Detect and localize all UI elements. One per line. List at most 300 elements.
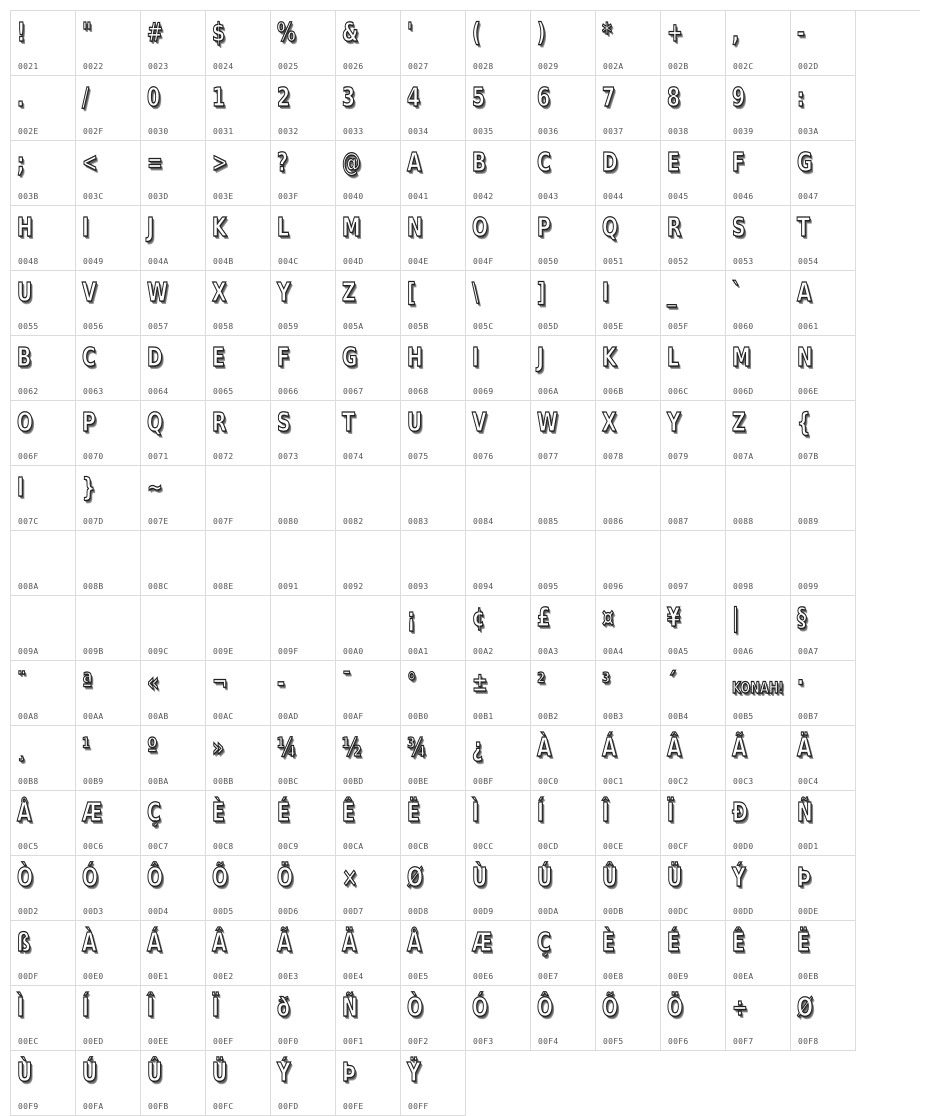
glyph-code-label: 004B bbox=[213, 257, 234, 266]
glyph-cell[interactable] bbox=[11, 661, 76, 726]
glyph-cell[interactable] bbox=[401, 856, 466, 921]
glyph-cell[interactable] bbox=[141, 596, 206, 661]
glyph-cell[interactable] bbox=[336, 206, 401, 271]
glyph-cell[interactable] bbox=[531, 661, 596, 726]
glyph-preview: £ bbox=[537, 603, 551, 633]
glyph-cell[interactable] bbox=[466, 336, 531, 401]
glyph-cell[interactable] bbox=[336, 401, 401, 466]
glyph-cell[interactable] bbox=[271, 856, 336, 921]
glyph-code-label: 0050 bbox=[538, 257, 559, 266]
glyph-cell[interactable] bbox=[206, 401, 271, 466]
glyph-cell[interactable] bbox=[401, 11, 466, 76]
glyph-preview: E bbox=[667, 148, 680, 178]
glyph-cell[interactable] bbox=[11, 401, 76, 466]
glyph-cell[interactable] bbox=[596, 596, 661, 661]
glyph-cell[interactable] bbox=[141, 726, 206, 791]
glyph-cell[interactable] bbox=[466, 596, 531, 661]
glyph-cell[interactable] bbox=[141, 11, 206, 76]
glyph-preview: ? bbox=[277, 148, 288, 178]
glyph-cell[interactable] bbox=[726, 206, 791, 271]
glyph-preview: ) bbox=[537, 18, 546, 48]
glyph-preview: | bbox=[732, 603, 739, 633]
glyph-code-label: 0045 bbox=[668, 192, 689, 201]
glyph-code-label: 0093 bbox=[408, 582, 429, 591]
glyph-cell[interactable] bbox=[336, 1051, 401, 1116]
glyph-preview: \ bbox=[472, 278, 479, 308]
glyph-code-label: 005A bbox=[343, 322, 364, 331]
glyph-cell[interactable] bbox=[466, 791, 531, 856]
glyph-cell[interactable] bbox=[76, 661, 141, 726]
glyph-cell[interactable] bbox=[11, 921, 76, 986]
glyph-code-label: 0084 bbox=[473, 517, 494, 526]
glyph-cell[interactable] bbox=[206, 856, 271, 921]
glyph-cell[interactable] bbox=[726, 661, 791, 726]
glyph-cell[interactable] bbox=[726, 531, 791, 596]
glyph-cell[interactable] bbox=[726, 596, 791, 661]
glyph-cell[interactable] bbox=[596, 76, 661, 141]
glyph-cell[interactable] bbox=[271, 141, 336, 206]
glyph-cell[interactable] bbox=[791, 76, 856, 141]
glyph-code-label: 0051 bbox=[603, 257, 624, 266]
glyph-cell[interactable] bbox=[791, 921, 856, 986]
glyph-cell[interactable] bbox=[11, 336, 76, 401]
glyph-cell[interactable] bbox=[11, 986, 76, 1051]
glyph-cell[interactable] bbox=[661, 466, 726, 531]
glyph-cell[interactable] bbox=[76, 76, 141, 141]
glyph-preview: P bbox=[537, 213, 551, 243]
glyph-cell[interactable] bbox=[466, 856, 531, 921]
glyph-cell[interactable] bbox=[271, 596, 336, 661]
glyph-cell[interactable] bbox=[206, 466, 271, 531]
glyph-cell[interactable] bbox=[336, 661, 401, 726]
glyph-cell[interactable] bbox=[531, 986, 596, 1051]
glyph-cell[interactable] bbox=[271, 466, 336, 531]
glyph-preview: ¤ bbox=[602, 603, 614, 633]
glyph-cell[interactable] bbox=[206, 986, 271, 1051]
glyph-code-label: 0085 bbox=[538, 517, 559, 526]
glyph-preview: È bbox=[602, 928, 615, 958]
glyph-cell[interactable] bbox=[791, 791, 856, 856]
glyph-code-label: 00C0 bbox=[538, 777, 559, 786]
glyph-cell[interactable] bbox=[661, 791, 726, 856]
glyph-cell[interactable] bbox=[401, 76, 466, 141]
glyph-code-label: 007F bbox=[213, 517, 234, 526]
glyph-code-label: 005E bbox=[603, 322, 624, 331]
glyph-cell[interactable] bbox=[531, 921, 596, 986]
glyph-cell[interactable] bbox=[726, 791, 791, 856]
glyph-preview: } bbox=[82, 473, 96, 503]
glyph-cell[interactable] bbox=[141, 661, 206, 726]
glyph-cell[interactable] bbox=[401, 986, 466, 1051]
glyph-cell[interactable] bbox=[401, 661, 466, 726]
glyph-code-label: 0047 bbox=[798, 192, 819, 201]
glyph-preview: X bbox=[602, 408, 617, 438]
glyph-code-label: 00DA bbox=[538, 907, 559, 916]
glyph-code-label: 0067 bbox=[343, 387, 364, 396]
glyph-cell[interactable] bbox=[401, 791, 466, 856]
glyph-code-label: 007A bbox=[733, 452, 754, 461]
glyph-preview: ´ bbox=[667, 668, 677, 698]
glyph-cell[interactable] bbox=[141, 206, 206, 271]
glyph-cell[interactable] bbox=[596, 206, 661, 271]
glyph-cell[interactable] bbox=[661, 661, 726, 726]
glyph-cell[interactable] bbox=[791, 271, 856, 336]
glyph-cell[interactable] bbox=[76, 921, 141, 986]
glyph-cell[interactable] bbox=[401, 596, 466, 661]
glyph-cell[interactable] bbox=[661, 921, 726, 986]
glyph-cell[interactable] bbox=[336, 856, 401, 921]
glyph-cell[interactable] bbox=[726, 466, 791, 531]
glyph-code-label: 00B0 bbox=[408, 712, 429, 721]
glyph-cell[interactable] bbox=[401, 336, 466, 401]
glyph-cell[interactable] bbox=[336, 11, 401, 76]
glyph-cell[interactable] bbox=[76, 986, 141, 1051]
glyph-cell[interactable] bbox=[141, 76, 206, 141]
glyph-cell[interactable] bbox=[596, 466, 661, 531]
glyph-cell[interactable] bbox=[11, 531, 76, 596]
glyph-cell[interactable] bbox=[661, 11, 726, 76]
glyph-cell[interactable] bbox=[531, 76, 596, 141]
glyph-cell[interactable] bbox=[141, 466, 206, 531]
glyph-cell[interactable] bbox=[11, 206, 76, 271]
glyph-code-label: 00A5 bbox=[668, 647, 689, 656]
glyph-cell[interactable] bbox=[206, 271, 271, 336]
glyph-cell[interactable] bbox=[726, 986, 791, 1051]
glyph-code-label: 0053 bbox=[733, 257, 754, 266]
glyph-cell[interactable] bbox=[596, 921, 661, 986]
glyph-cell[interactable] bbox=[466, 271, 531, 336]
glyph-cell[interactable] bbox=[596, 856, 661, 921]
glyph-cell[interactable] bbox=[336, 141, 401, 206]
glyph-cell[interactable] bbox=[271, 336, 336, 401]
glyph-cell[interactable] bbox=[401, 401, 466, 466]
glyph-code-label: 00FF bbox=[408, 1102, 429, 1111]
glyph-cell[interactable] bbox=[791, 401, 856, 466]
glyph-code-label: 00EC bbox=[18, 1037, 39, 1046]
glyph-cell[interactable] bbox=[141, 1051, 206, 1116]
glyph-preview: Y bbox=[667, 408, 681, 438]
glyph-cell[interactable] bbox=[206, 531, 271, 596]
glyph-cell[interactable] bbox=[11, 466, 76, 531]
glyph-code-label: 00CF bbox=[668, 842, 689, 851]
glyph-cell[interactable] bbox=[466, 466, 531, 531]
glyph-code-label: 005D bbox=[538, 322, 559, 331]
glyph-cell[interactable] bbox=[206, 726, 271, 791]
glyph-cell[interactable] bbox=[791, 596, 856, 661]
glyph-cell[interactable] bbox=[531, 531, 596, 596]
glyph-cell[interactable] bbox=[271, 531, 336, 596]
glyph-cell[interactable] bbox=[791, 141, 856, 206]
glyph-cell[interactable] bbox=[11, 1051, 76, 1116]
glyph-cell[interactable] bbox=[76, 726, 141, 791]
glyph-preview: Û bbox=[147, 1058, 163, 1088]
glyph-cell[interactable] bbox=[401, 206, 466, 271]
glyph-code-label: 00B2 bbox=[538, 712, 559, 721]
glyph-code-label: 00A6 bbox=[733, 647, 754, 656]
glyph-cell[interactable] bbox=[726, 856, 791, 921]
glyph-preview: Í bbox=[82, 993, 89, 1023]
glyph-cell[interactable] bbox=[141, 986, 206, 1051]
glyph-preview: ! bbox=[17, 18, 26, 48]
glyph-cell[interactable] bbox=[11, 726, 76, 791]
glyph-cell[interactable] bbox=[466, 986, 531, 1051]
glyph-code-label: 00ED bbox=[83, 1037, 104, 1046]
glyph-cell[interactable] bbox=[661, 271, 726, 336]
glyph-cell[interactable] bbox=[726, 11, 791, 76]
glyph-cell[interactable] bbox=[271, 921, 336, 986]
glyph-cell[interactable] bbox=[336, 271, 401, 336]
glyph-preview: ¼ bbox=[277, 733, 297, 763]
glyph-cell[interactable] bbox=[726, 76, 791, 141]
glyph-cell[interactable] bbox=[76, 206, 141, 271]
glyph-cell[interactable] bbox=[271, 726, 336, 791]
glyph-cell[interactable] bbox=[531, 206, 596, 271]
glyph-cell[interactable] bbox=[141, 921, 206, 986]
glyph-cell[interactable] bbox=[531, 856, 596, 921]
glyph-cell[interactable] bbox=[791, 336, 856, 401]
glyph-cell[interactable] bbox=[336, 76, 401, 141]
glyph-cell[interactable] bbox=[596, 531, 661, 596]
glyph-cell[interactable] bbox=[401, 466, 466, 531]
glyph-code-label: 0029 bbox=[538, 62, 559, 71]
glyph-cell[interactable] bbox=[206, 921, 271, 986]
glyph-preview: Î bbox=[147, 993, 154, 1023]
glyph-cell[interactable] bbox=[401, 921, 466, 986]
glyph-preview: S bbox=[732, 213, 746, 243]
glyph-preview: E bbox=[212, 343, 225, 373]
glyph-cell[interactable] bbox=[401, 141, 466, 206]
glyph-cell[interactable] bbox=[76, 336, 141, 401]
glyph-cell[interactable] bbox=[531, 401, 596, 466]
glyph-cell[interactable] bbox=[336, 596, 401, 661]
glyph-preview: Å bbox=[407, 928, 422, 958]
glyph-preview: J bbox=[537, 343, 544, 373]
glyph-preview: % bbox=[277, 18, 296, 48]
glyph-cell[interactable] bbox=[141, 401, 206, 466]
glyph-cell[interactable] bbox=[336, 336, 401, 401]
glyph-cell[interactable] bbox=[76, 141, 141, 206]
glyph-cell[interactable] bbox=[76, 401, 141, 466]
glyph-preview: F bbox=[732, 148, 745, 178]
glyph-cell[interactable] bbox=[531, 336, 596, 401]
glyph-cell[interactable] bbox=[76, 271, 141, 336]
glyph-cell[interactable] bbox=[206, 141, 271, 206]
glyph-code-label: 00E9 bbox=[668, 972, 689, 981]
glyph-cell[interactable] bbox=[401, 271, 466, 336]
glyph-cell[interactable] bbox=[726, 336, 791, 401]
glyph-cell[interactable] bbox=[791, 986, 856, 1051]
glyph-preview: Ä bbox=[342, 928, 357, 958]
glyph-cell[interactable] bbox=[661, 726, 726, 791]
glyph-cell[interactable] bbox=[76, 531, 141, 596]
glyph-code-label: 0044 bbox=[603, 192, 624, 201]
glyph-cell[interactable] bbox=[76, 1051, 141, 1116]
glyph-cell[interactable] bbox=[271, 986, 336, 1051]
glyph-cell[interactable] bbox=[141, 856, 206, 921]
glyph-cell[interactable] bbox=[206, 76, 271, 141]
glyph-cell[interactable] bbox=[11, 11, 76, 76]
glyph-cell[interactable] bbox=[206, 791, 271, 856]
glyph-preview: # bbox=[147, 18, 163, 48]
glyph-cell[interactable] bbox=[11, 791, 76, 856]
glyph-code-label: 006D bbox=[733, 387, 754, 396]
glyph-cell[interactable] bbox=[791, 206, 856, 271]
glyph-cell[interactable] bbox=[726, 921, 791, 986]
glyph-cell[interactable] bbox=[596, 141, 661, 206]
glyph-cell[interactable] bbox=[531, 791, 596, 856]
glyph-cell[interactable] bbox=[791, 11, 856, 76]
glyph-cell[interactable] bbox=[206, 661, 271, 726]
glyph-code-label: 00B8 bbox=[18, 777, 39, 786]
glyph-cell[interactable] bbox=[11, 76, 76, 141]
glyph-cell[interactable] bbox=[271, 661, 336, 726]
glyph-cell[interactable] bbox=[791, 856, 856, 921]
glyph-cell[interactable] bbox=[271, 271, 336, 336]
glyph-cell[interactable] bbox=[11, 856, 76, 921]
glyph-cell[interactable] bbox=[206, 206, 271, 271]
glyph-cell[interactable] bbox=[661, 531, 726, 596]
glyph-cell[interactable] bbox=[11, 141, 76, 206]
glyph-code-label: 00AA bbox=[83, 712, 104, 721]
glyph-cell[interactable] bbox=[466, 531, 531, 596]
glyph-code-label: 00EF bbox=[213, 1037, 234, 1046]
glyph-cell[interactable] bbox=[336, 531, 401, 596]
glyph-cell[interactable] bbox=[531, 141, 596, 206]
glyph-cell[interactable] bbox=[661, 206, 726, 271]
glyph-cell[interactable] bbox=[661, 76, 726, 141]
glyph-cell[interactable] bbox=[271, 206, 336, 271]
glyph-cell[interactable] bbox=[531, 271, 596, 336]
glyph-cell[interactable] bbox=[76, 11, 141, 76]
glyph-cell[interactable] bbox=[271, 791, 336, 856]
glyph-cell[interactable] bbox=[661, 141, 726, 206]
glyph-cell[interactable] bbox=[726, 141, 791, 206]
glyph-cell[interactable] bbox=[141, 791, 206, 856]
glyph-code-label: 009A bbox=[18, 647, 39, 656]
glyph-code-label: 00BF bbox=[473, 777, 494, 786]
glyph-preview: Ó bbox=[472, 993, 488, 1023]
glyph-cell[interactable] bbox=[791, 466, 856, 531]
glyph-cell[interactable] bbox=[596, 986, 661, 1051]
glyph-cell[interactable] bbox=[206, 596, 271, 661]
glyph-cell[interactable] bbox=[596, 791, 661, 856]
glyph-code-label: 00C6 bbox=[83, 842, 104, 851]
glyph-preview: ¾ bbox=[407, 733, 427, 763]
glyph-cell[interactable] bbox=[531, 726, 596, 791]
glyph-cell[interactable] bbox=[271, 11, 336, 76]
glyph-cell[interactable] bbox=[466, 726, 531, 791]
glyph-cell[interactable] bbox=[141, 141, 206, 206]
glyph-code-label: 00C8 bbox=[213, 842, 234, 851]
glyph-preview: Ã bbox=[732, 733, 747, 763]
glyph-code-label: 0034 bbox=[408, 127, 429, 136]
glyph-cell[interactable] bbox=[466, 206, 531, 271]
glyph-preview: É bbox=[667, 928, 680, 958]
glyph-cell[interactable] bbox=[791, 726, 856, 791]
glyph-cell[interactable] bbox=[661, 401, 726, 466]
glyph-cell[interactable] bbox=[531, 11, 596, 76]
glyph-cell[interactable] bbox=[791, 661, 856, 726]
glyph-cell[interactable] bbox=[661, 596, 726, 661]
glyph-cell[interactable] bbox=[11, 271, 76, 336]
glyph-cell[interactable] bbox=[596, 661, 661, 726]
glyph-preview: Ò bbox=[17, 863, 33, 893]
glyph-cell[interactable] bbox=[401, 1051, 466, 1116]
glyph-cell[interactable] bbox=[336, 986, 401, 1051]
glyph-cell[interactable] bbox=[531, 466, 596, 531]
glyph-code-label: 009F bbox=[278, 647, 299, 656]
glyph-cell[interactable] bbox=[271, 401, 336, 466]
glyph-cell[interactable] bbox=[76, 596, 141, 661]
glyph-cell[interactable] bbox=[596, 336, 661, 401]
glyph-code-label: 0068 bbox=[408, 387, 429, 396]
glyph-cell[interactable] bbox=[271, 1051, 336, 1116]
glyph-cell[interactable] bbox=[336, 726, 401, 791]
glyph-preview: ¸ bbox=[17, 733, 27, 763]
glyph-cell[interactable] bbox=[206, 336, 271, 401]
glyph-cell[interactable] bbox=[206, 11, 271, 76]
glyph-cell[interactable] bbox=[596, 11, 661, 76]
glyph-cell[interactable] bbox=[531, 596, 596, 661]
glyph-cell[interactable] bbox=[466, 141, 531, 206]
glyph-cell[interactable] bbox=[596, 401, 661, 466]
glyph-cell[interactable] bbox=[661, 856, 726, 921]
glyph-cell[interactable] bbox=[466, 401, 531, 466]
glyph-preview: A bbox=[797, 278, 812, 308]
glyph-cell[interactable] bbox=[466, 921, 531, 986]
glyph-preview: Ø bbox=[797, 993, 813, 1023]
glyph-code-label: 0026 bbox=[343, 62, 364, 71]
glyph-cell[interactable] bbox=[401, 726, 466, 791]
glyph-cell[interactable] bbox=[76, 791, 141, 856]
glyph-cell[interactable] bbox=[336, 921, 401, 986]
glyph-preview: Þ bbox=[342, 1058, 356, 1088]
glyph-cell[interactable] bbox=[401, 531, 466, 596]
glyph-cell[interactable] bbox=[596, 726, 661, 791]
glyph-code-label: 00C4 bbox=[798, 777, 819, 786]
glyph-cell[interactable] bbox=[726, 401, 791, 466]
glyph-cell[interactable] bbox=[791, 531, 856, 596]
glyph-cell[interactable] bbox=[141, 271, 206, 336]
glyph-cell[interactable] bbox=[11, 596, 76, 661]
glyph-preview: Ç bbox=[537, 928, 551, 958]
glyph-cell[interactable] bbox=[76, 856, 141, 921]
glyph-cell[interactable] bbox=[336, 466, 401, 531]
glyph-cell[interactable] bbox=[661, 986, 726, 1051]
glyph-cell[interactable] bbox=[466, 11, 531, 76]
glyph-cell[interactable] bbox=[271, 76, 336, 141]
glyph-cell[interactable] bbox=[76, 466, 141, 531]
glyph-code-label: 00F9 bbox=[18, 1102, 39, 1111]
glyph-cell[interactable] bbox=[466, 661, 531, 726]
glyph-cell[interactable] bbox=[466, 76, 531, 141]
glyph-preview: Ã bbox=[277, 928, 292, 958]
glyph-cell[interactable] bbox=[206, 1051, 271, 1116]
glyph-cell[interactable] bbox=[141, 336, 206, 401]
glyph-code-label: 00AF bbox=[343, 712, 364, 721]
glyph-cell[interactable] bbox=[336, 791, 401, 856]
glyph-cell[interactable] bbox=[596, 271, 661, 336]
glyph-code-label: 009B bbox=[83, 647, 104, 656]
glyph-cell[interactable] bbox=[726, 271, 791, 336]
glyph-cell[interactable] bbox=[726, 726, 791, 791]
glyph-cell[interactable] bbox=[141, 531, 206, 596]
glyph-code-label: 00F5 bbox=[603, 1037, 624, 1046]
glyph-code-label: 0032 bbox=[278, 127, 299, 136]
glyph-preview: K bbox=[602, 343, 617, 373]
glyph-cell[interactable] bbox=[661, 336, 726, 401]
glyph-preview: « bbox=[147, 668, 160, 698]
